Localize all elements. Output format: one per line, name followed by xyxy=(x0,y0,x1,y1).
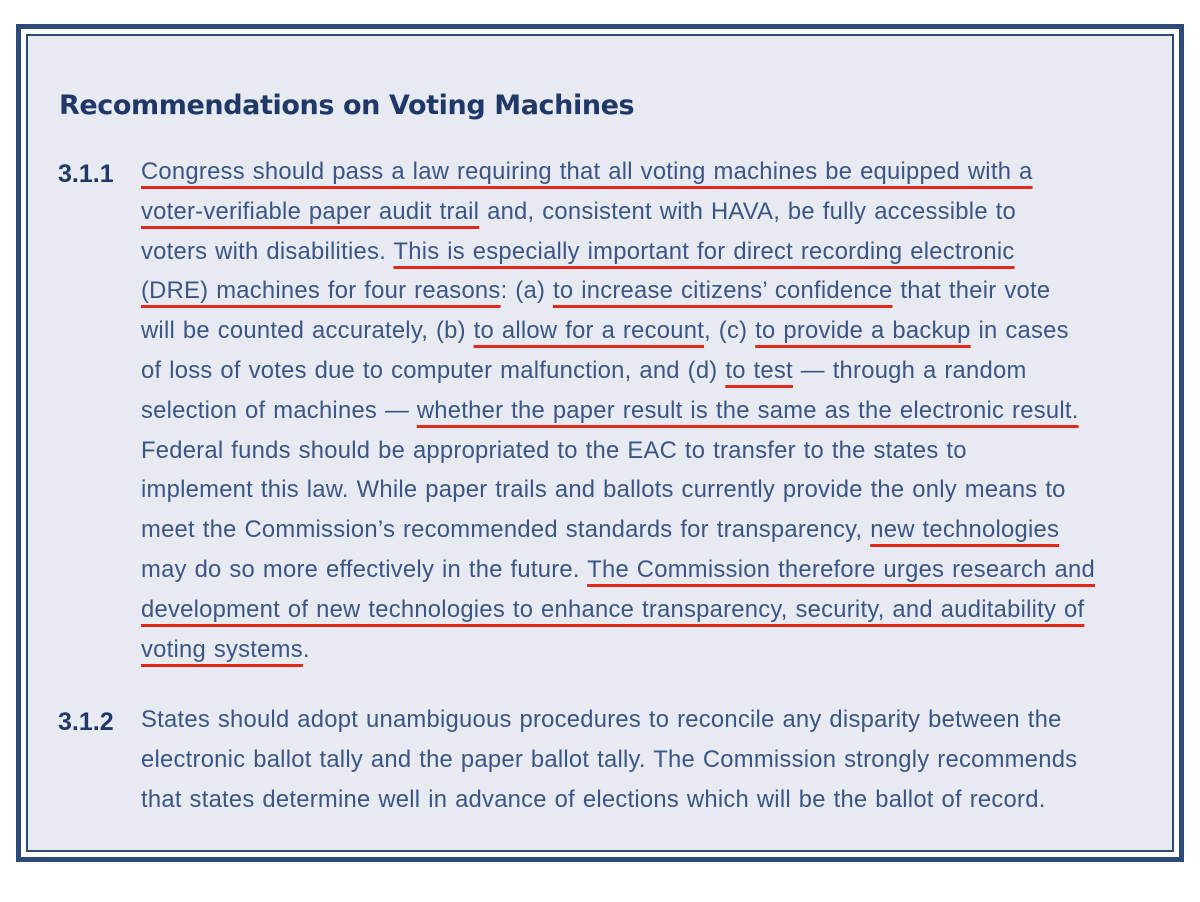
text-segment: in cases xyxy=(970,317,1069,345)
text-segment: — through a random xyxy=(792,357,1027,384)
highlighted-phrase: voting systems xyxy=(141,635,303,663)
text-line xyxy=(141,311,1069,351)
text-line xyxy=(141,700,1062,740)
highlighted-phrase: (DRE) machines for four reasons xyxy=(141,277,501,305)
document-frame xyxy=(16,24,1184,862)
text-segment: selection of machines — xyxy=(141,396,417,424)
highlighted-phrase: new technologies xyxy=(870,516,1060,544)
text-segment: , (c) xyxy=(704,317,756,345)
text-segment: . xyxy=(302,635,310,663)
text-segment: implement this law. While paper trails and ballots currently provide the only means to xyxy=(141,476,1066,504)
text-segment: may do so more effectively in the future. xyxy=(141,556,588,583)
highlighted-phrase: to provide a backup xyxy=(755,317,971,345)
item-number: 3.1.2 xyxy=(58,708,114,736)
text-segment: : (a) xyxy=(500,277,553,305)
highlighted-phrase: voter-verifiable paper audit trail xyxy=(141,197,480,225)
text-line xyxy=(141,271,1050,311)
section-title: Recommendations on Voting Machines xyxy=(59,90,635,121)
text-line xyxy=(141,780,1046,820)
text-line xyxy=(141,590,1084,630)
highlighted-phrase: Congress should pass a law requiring that all voting machines be equipped with a xyxy=(141,158,1033,185)
highlighted-phrase: to increase citizens’ confidence xyxy=(553,277,893,305)
text-line xyxy=(141,192,1016,232)
text-line xyxy=(141,351,1027,391)
highlighted-phrase: This is especially important for direct recording electronic xyxy=(393,237,1015,265)
text-line xyxy=(141,391,1079,431)
text-segment: States should adopt unambiguous procedures to reconcile any disparity between the xyxy=(141,706,1062,733)
text-segment: that states determine well in advance of elections which will be the ballot of record. xyxy=(141,785,1046,813)
text-segment: of loss of votes due to computer malfunction, and (d) xyxy=(141,357,726,384)
text-line xyxy=(141,630,310,670)
item-number: 3.1.1 xyxy=(58,160,114,188)
text-segment: voters with disabilities. xyxy=(141,237,394,265)
text-segment: that their vote xyxy=(892,277,1051,305)
text-segment: meet the Commission’s recommended standards for transparency, xyxy=(141,516,871,544)
recommendations-box xyxy=(26,34,1174,852)
text-segment: and, consistent with HAVA, be fully accessible to xyxy=(479,197,1017,225)
text-segment: electronic ballot tally and the paper ballot tally. The Commission strongly recommends xyxy=(141,745,1078,773)
text-line xyxy=(141,740,1077,780)
text-line xyxy=(141,550,1095,590)
text-segment: Federal funds should be appropriated to the EAC to transfer to the states to xyxy=(141,436,967,464)
text-line xyxy=(141,510,1059,550)
highlighted-phrase: development of new technologies to enhance transparency, security, and auditability of xyxy=(141,595,1085,623)
highlighted-phrase: The Commission therefore urges research and xyxy=(587,556,1095,583)
text-line xyxy=(141,232,1015,272)
text-line xyxy=(141,152,1033,192)
text-segment: will be counted accurately, (b) xyxy=(141,317,474,345)
highlighted-phrase: whether the paper result is the same as the electronic result. xyxy=(416,396,1079,424)
text-line xyxy=(141,470,1066,510)
highlighted-phrase: to test xyxy=(725,357,793,384)
text-line xyxy=(141,431,967,471)
highlighted-phrase: to allow for a recount xyxy=(473,317,705,345)
